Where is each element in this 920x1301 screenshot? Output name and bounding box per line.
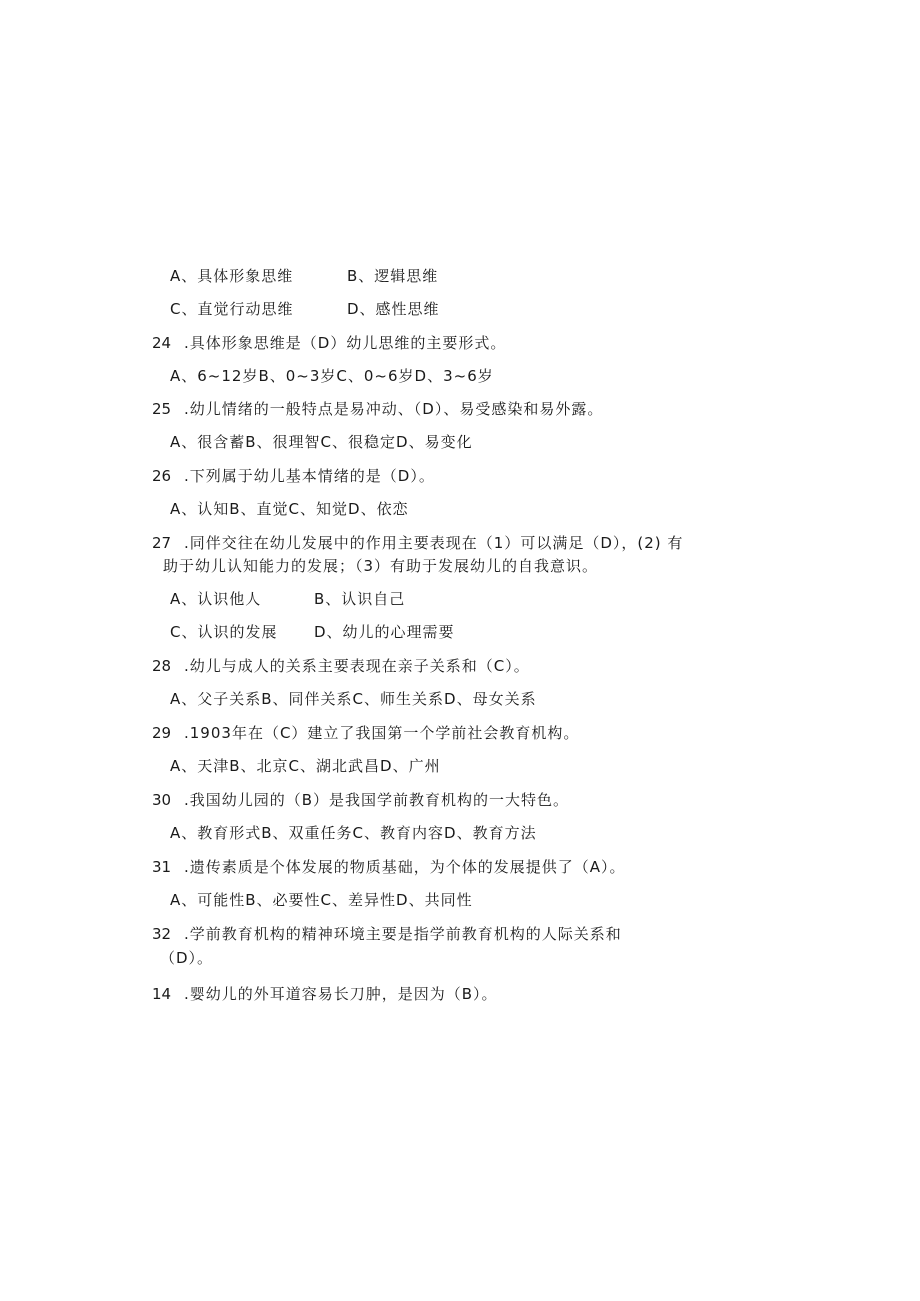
question-text: .同伴交往在幼儿发展中的作用主要表现在（1）可以满足（D），(2) 有 [184,534,684,552]
option-b: B、认识自己 [314,590,406,608]
options-line: A、父子关系B、同伴关系C、师生关系D、母女关系 [170,690,537,708]
question-number: 24 [152,334,172,352]
question-number: 29 [152,724,172,742]
question-text: .遗传素质是个体发展的物质基础，为个体的发展提供了（A）。 [184,858,626,876]
option-c: C、认识的发展 [170,623,278,641]
question-number: 25 [152,400,172,418]
question-text: .下列属于幼儿基本情绪的是（D）。 [184,467,435,485]
options-line: A、很含蓄B、很理智C、很稳定D、易变化 [170,433,473,451]
question-text-continuation: 助于幼儿认知能力的发展；（3）有助于发展幼儿的自我意识。 [163,557,599,575]
option-a: A、认识他人 [170,590,262,608]
question-number: 27 [152,534,172,552]
question-text-continuation: （D）。 [160,949,214,967]
question-number: 26 [152,467,172,485]
question-number: 32 [152,925,172,943]
options-line: A、可能性B、必要性C、差异性D、共同性 [170,891,473,909]
option-c: C、直觉行动思维 [170,300,294,318]
question-number: 31 [152,858,172,876]
question-text: .婴幼儿的外耳道容易长刀肿，是因为（B）。 [184,985,498,1003]
question-number: 30 [152,791,172,809]
option-d: D、感性思维 [347,300,440,318]
options-line: A、教育形式B、双重任务C、教育内容D、教育方法 [170,824,537,842]
question-text: .1903年在（C）建立了我国第一个学前社会教育机构。 [184,724,580,742]
question-text: .具体形象思维是（D）幼儿思维的主要形式。 [184,334,507,352]
options-line: A、天津B、北京C、湖北武昌D、广州 [170,757,441,775]
option-b: B、逻辑思维 [347,267,439,285]
option-a: A、具体形象思维 [170,267,294,285]
options-line: A、认知B、直觉C、知觉D、依恋 [170,500,409,518]
options-line: A、6~12岁B、0~3岁C、0~6岁D、3~6岁 [170,367,494,385]
question-text: .学前教育机构的精神环境主要是指学前教育机构的人际关系和 [184,925,622,943]
question-text: .幼儿情绪的一般特点是易冲动、（D）、易受感染和易外露。 [184,400,604,418]
question-number: 28 [152,657,172,675]
option-d: D、幼儿的心理需要 [314,623,455,641]
question-text: .我国幼儿园的（B）是我国学前教育机构的一大特色。 [184,791,570,809]
question-number: 14 [152,985,172,1003]
question-text: .幼儿与成人的关系主要表现在亲子关系和（C）。 [184,657,530,675]
